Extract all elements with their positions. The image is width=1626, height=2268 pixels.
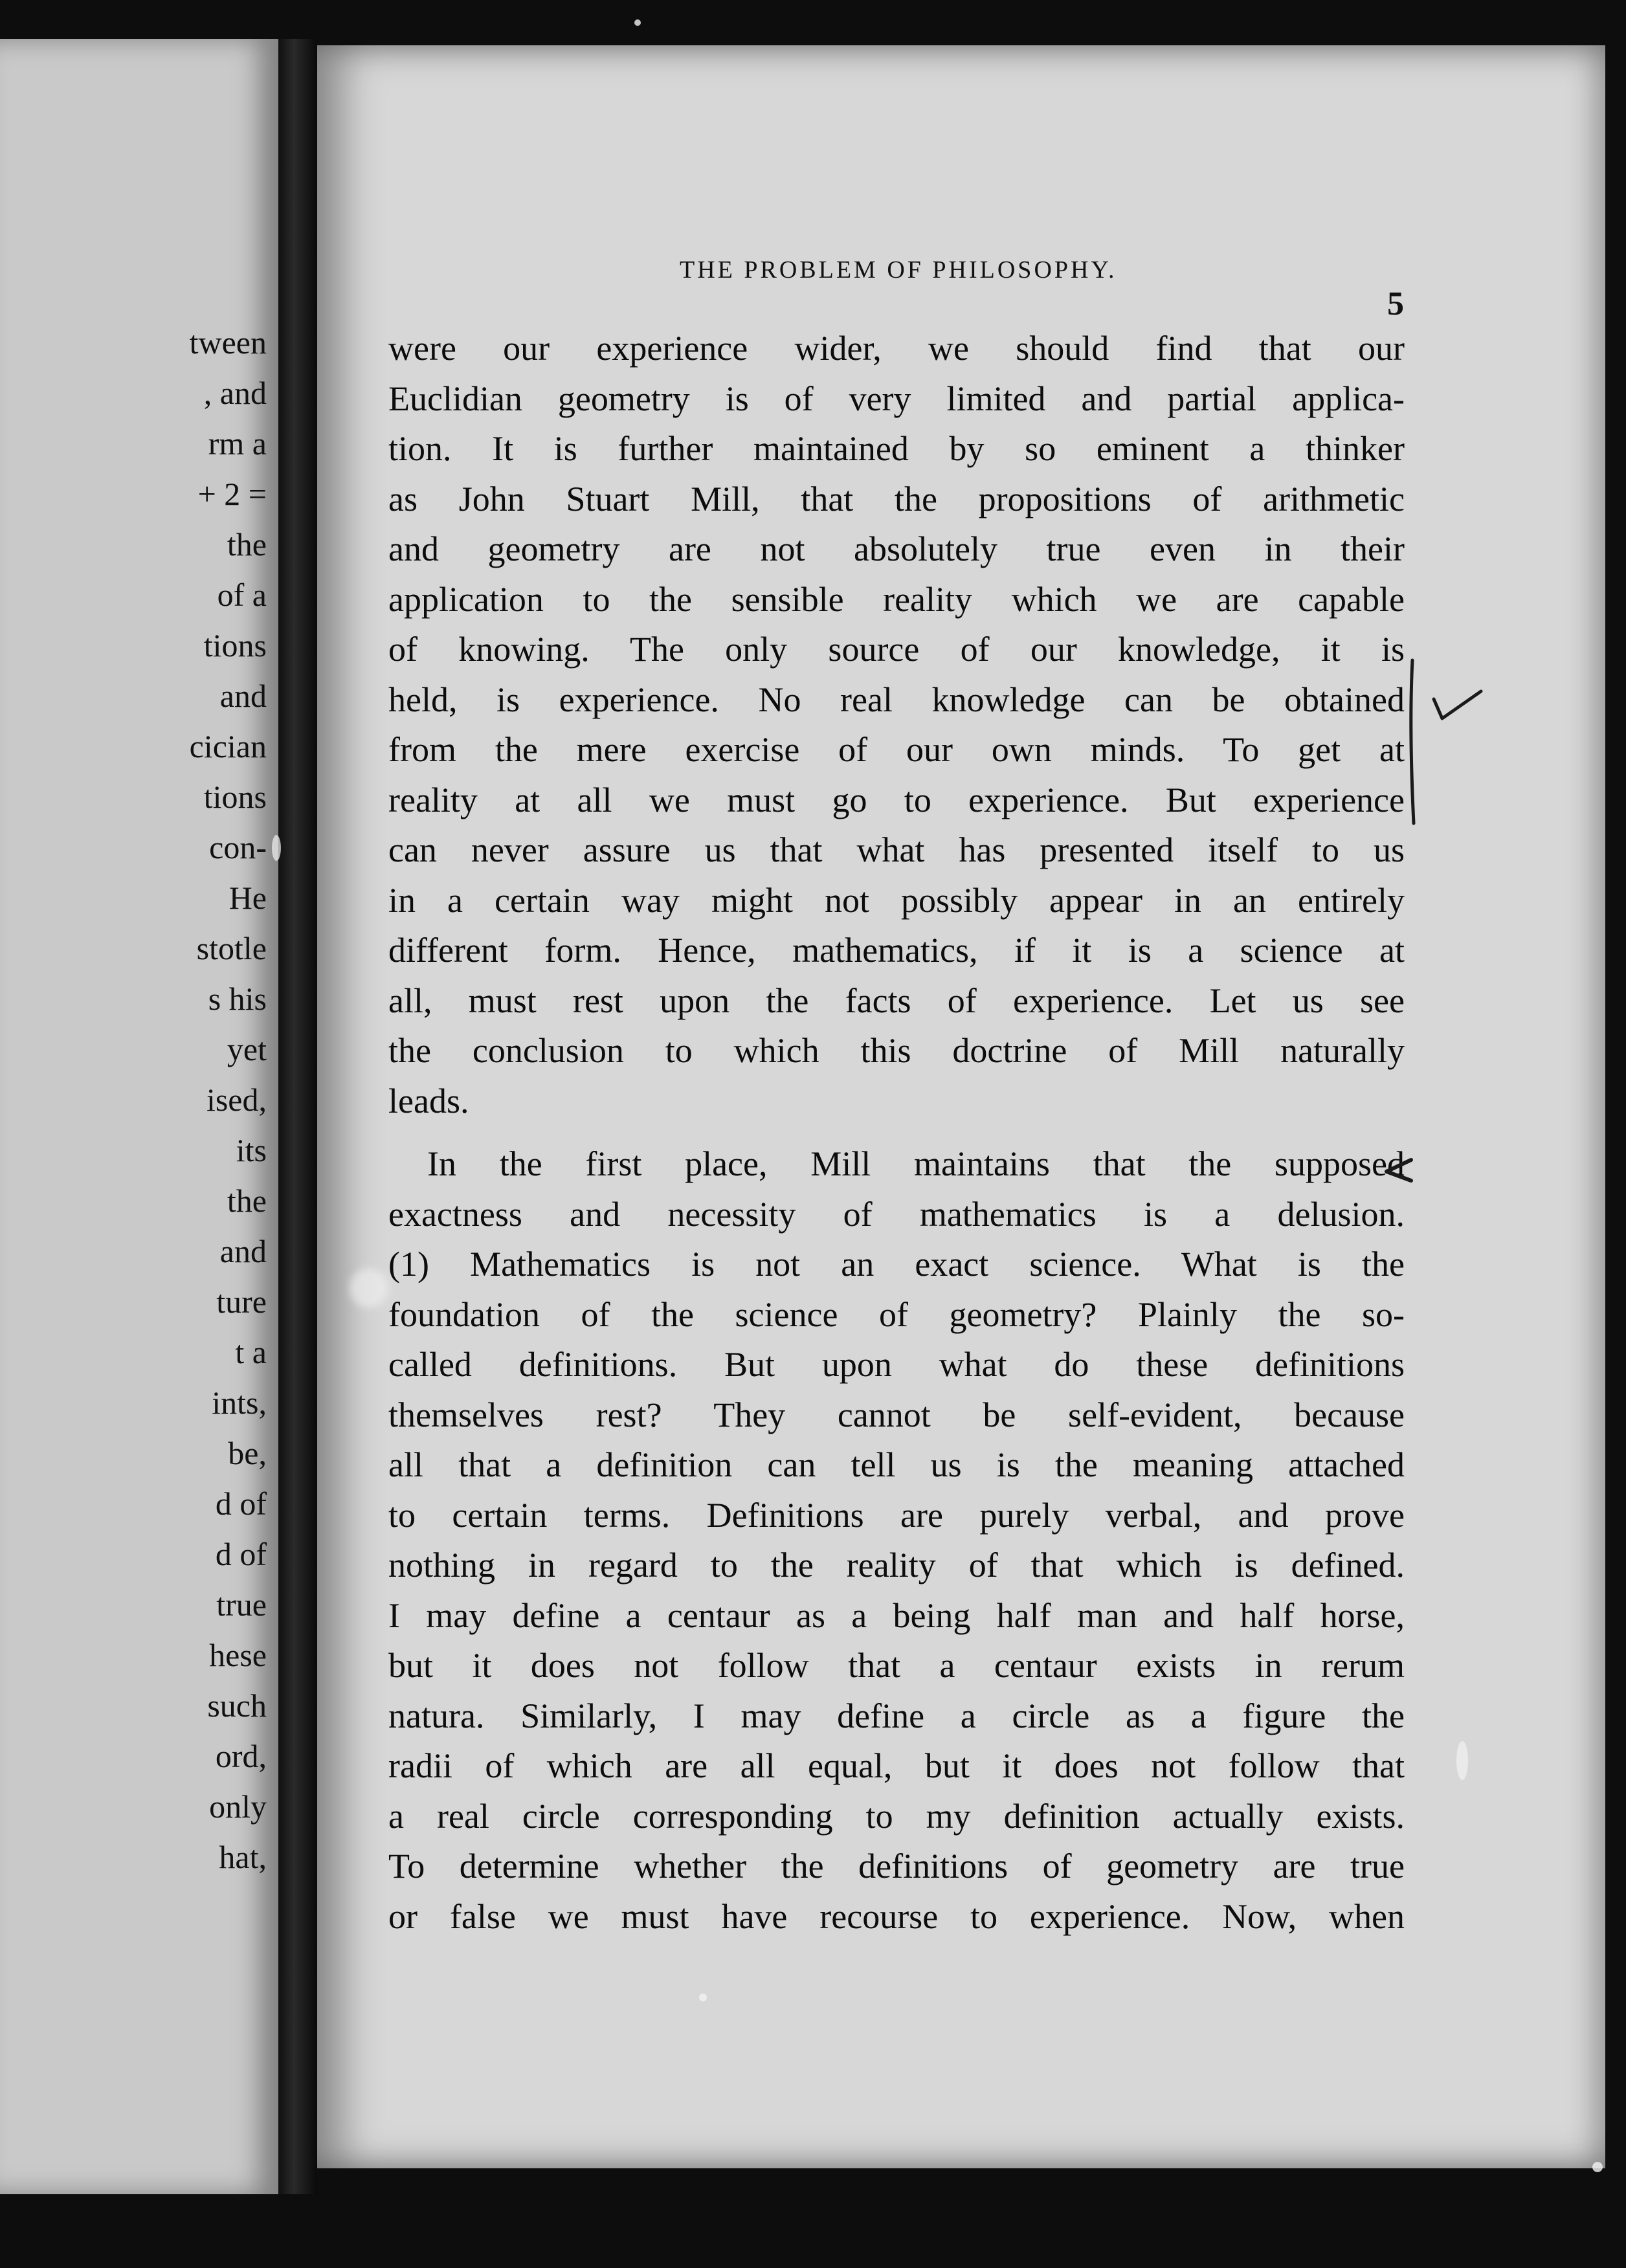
left-line: tions: [203, 779, 267, 815]
dust-speck: [699, 1994, 707, 2001]
text-line: all that a definition can tell us is the meaning attached: [388, 1445, 1405, 1484]
text-line: held, is experience. No real knowledge can be obtained: [388, 680, 1405, 719]
text-line: Euclidian geometry is of very limited and partial applica-: [388, 379, 1405, 418]
text-line: tion. It is further maintained by so eminent a thinker: [388, 429, 1405, 468]
left-line: He: [228, 880, 267, 916]
left-line: its: [236, 1132, 267, 1168]
page-body: [388, 324, 1405, 1942]
text-line: or false we must have recourse to experience. Now, when: [388, 1896, 1405, 1936]
text-line: as John Stuart Mill, that the propositions of arithmetic: [388, 479, 1405, 518]
handwritten-margin-check-mark: [1405, 654, 1489, 828]
paragraph-1: [388, 324, 1405, 1126]
text-line: themselves rest? They cannot be self-evident, because: [388, 1395, 1405, 1434]
left-line: tween: [189, 324, 267, 361]
text-line: and geometry are not absolutely true even in their: [388, 529, 1405, 568]
text-line: the conclusion to which this doctrine of Mill naturally: [388, 1031, 1405, 1070]
text-line: to certain terms. Definitions are purely verbal, and prove: [388, 1495, 1405, 1535]
text-line: called definitions. But upon what do these definitions: [388, 1345, 1405, 1384]
left-line: ints,: [212, 1384, 267, 1421]
text-line: in a certain way might not possibly appear in an entirely: [388, 880, 1405, 920]
dust-speck: [272, 835, 281, 861]
text-line: from the mere exercise of our own minds. To get at: [388, 730, 1405, 769]
left-line: only: [209, 1788, 267, 1825]
handwritten-margin-arrow: [1379, 1152, 1418, 1191]
dust-speck: [1456, 1741, 1468, 1780]
left-line: d of: [215, 1485, 267, 1522]
dust-speck: [634, 19, 641, 26]
left-line: ord,: [215, 1738, 267, 1774]
left-page: [0, 39, 278, 2194]
text-line: foundation of the science of geometry? Plainly the so-: [388, 1295, 1405, 1334]
text-line: leads.: [388, 1081, 469, 1120]
left-line: stotle: [196, 930, 267, 966]
left-line: con-: [209, 829, 267, 865]
text-line: can never assure us that what has presented itself to us: [388, 830, 1405, 869]
text-line: exactness and necessity of mathematics is a delusion.: [388, 1194, 1405, 1234]
left-line: ture: [216, 1284, 267, 1320]
left-line: yet: [227, 1031, 267, 1067]
left-line: d of: [215, 1536, 267, 1572]
left-line: , and: [203, 375, 267, 411]
text-line: To determine whether the definitions of geometry are true: [388, 1847, 1405, 1885]
text-line: natura. Similarly, I may define a circle as a figure the: [388, 1696, 1405, 1735]
text-line: but it does not follow that a centaur exists in rerum: [388, 1646, 1405, 1685]
text-line: reality at all we must go to experience. But experience: [388, 780, 1405, 819]
dust-speck: [1592, 2162, 1603, 2172]
text-line: I may define a centaur as a being half man and half horse,: [388, 1595, 1405, 1635]
text-line: nothing in regard to the reality of that which is defined.: [388, 1546, 1405, 1584]
left-line: tions: [203, 627, 267, 663]
text-line: were our experience wider, we should find that our: [388, 329, 1405, 368]
text-line: In the first place, Mill maintains that the supposed: [427, 1144, 1405, 1183]
text-line: a real circle corresponding to my definition actually exists.: [388, 1796, 1405, 1836]
left-line: cician: [189, 728, 267, 764]
left-line: be,: [228, 1435, 267, 1471]
left-line: rm a: [208, 425, 267, 461]
left-line: the: [227, 526, 267, 562]
left-page-text: [124, 317, 267, 1882]
text-line: different form. Hence, mathematics, if it is a science at: [388, 931, 1405, 970]
left-line: hat,: [219, 1839, 267, 1875]
left-line: s his: [208, 981, 267, 1017]
book-gutter: [278, 39, 317, 2194]
left-line: ised,: [206, 1082, 267, 1118]
paragraph-gap: [388, 1126, 1405, 1139]
text-line: (1) Mathematics is not an exact science. What is the: [388, 1245, 1405, 1284]
text-line: all, must rest upon the facts of experience. Let us see: [388, 981, 1405, 1020]
left-line: + 2 =: [197, 476, 267, 512]
left-line: of a: [217, 577, 267, 613]
dust-speck: [350, 1269, 388, 1307]
text-line: application to the sensible reality which we are capable: [388, 579, 1405, 619]
left-line: and: [219, 1233, 267, 1269]
running-head: THE PROBLEM OF PHILOSOPHY.: [680, 256, 1117, 284]
left-line: true: [216, 1586, 267, 1623]
left-line: and: [219, 678, 267, 714]
text-line: radii of which are all equal, but it does not follow that: [388, 1746, 1405, 1785]
page-number: 5: [1387, 285, 1404, 322]
left-line: t a: [235, 1334, 267, 1370]
left-line: the: [227, 1183, 267, 1219]
paragraph-2: [388, 1139, 1405, 1942]
left-line: hese: [209, 1637, 267, 1673]
left-line: such: [207, 1687, 267, 1724]
text-line: of knowing. The only source of our knowledge, it is: [388, 630, 1405, 669]
